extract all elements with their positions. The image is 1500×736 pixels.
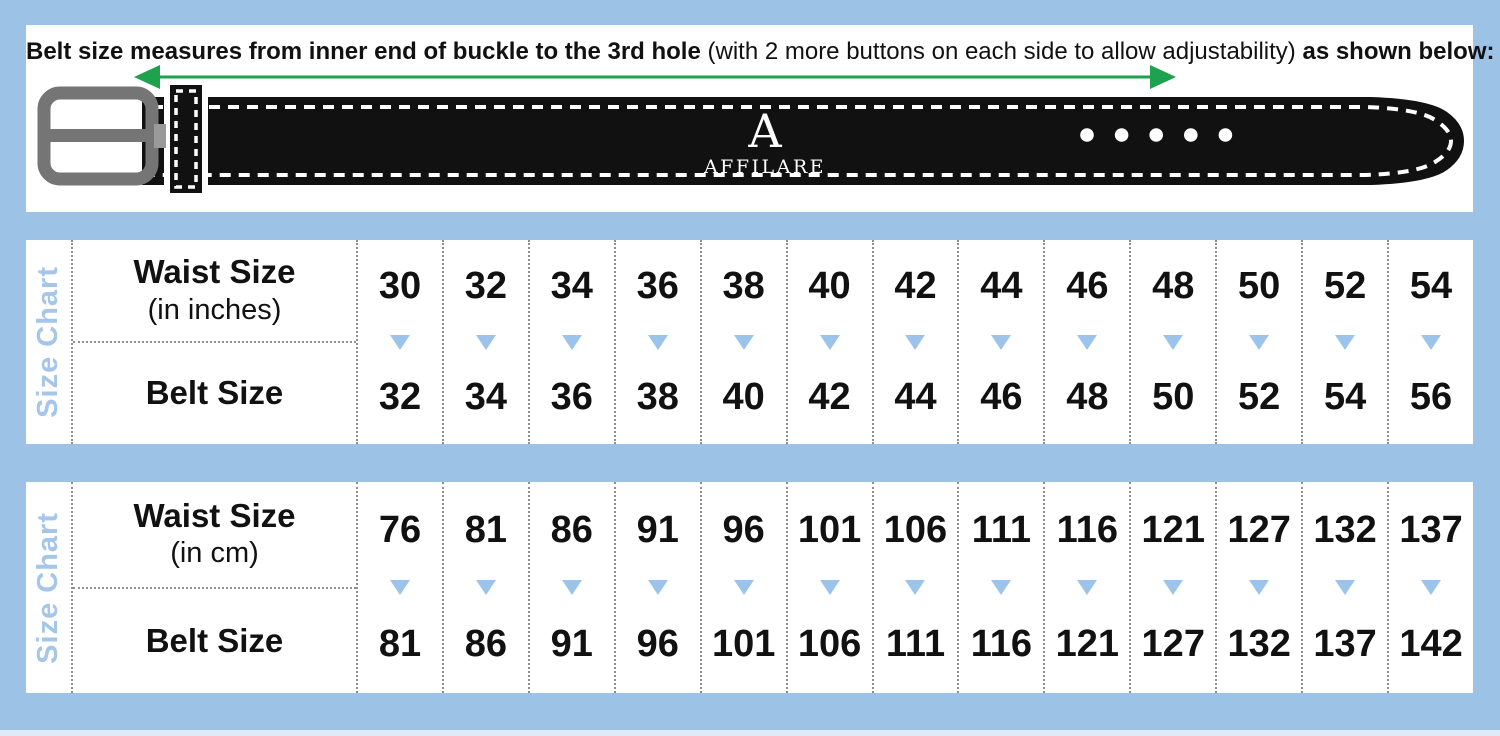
size-column [786, 482, 872, 693]
belt-size-value: 137 [1313, 623, 1377, 665]
measure-instruction [26, 38, 1495, 66]
waist-size-value: 54 [1409, 265, 1453, 308]
size-column [1215, 482, 1301, 693]
waist-size-value: 48 [1152, 265, 1195, 308]
row-labels [71, 240, 356, 444]
size-column [1215, 240, 1301, 444]
arrow-down-icon [562, 335, 582, 350]
belt-size-value: 36 [550, 375, 593, 418]
belt-size-value: 44 [894, 375, 937, 418]
arrow-down-icon [820, 335, 840, 350]
size-chart-side-label-text: Size Chart [32, 266, 64, 418]
affilare-wordmark: AFFILARE [703, 156, 827, 178]
arrow-down-icon [1421, 335, 1441, 350]
size-column [1129, 482, 1215, 693]
size-column [528, 482, 614, 693]
arrow-down-icon [1163, 580, 1183, 595]
size-column [1043, 482, 1129, 693]
belt-size-value: 54 [1323, 375, 1367, 418]
bottom-strip [0, 730, 1500, 736]
waist-size-value: 32 [464, 265, 508, 308]
size-column [1043, 240, 1129, 444]
arrow-down-icon [734, 580, 754, 595]
belt-size-value: 50 [1152, 375, 1195, 418]
waist-size-value: 52 [1323, 265, 1367, 308]
belt-size-value: 42 [808, 375, 851, 418]
waist-size-value: 127 [1227, 509, 1291, 551]
affilare-monogram: A [748, 104, 782, 158]
waist-size-value: 46 [1066, 265, 1109, 308]
size-column [957, 482, 1043, 693]
waist-size-label [73, 240, 356, 343]
waist-size-value: 38 [722, 265, 765, 308]
waist-size-label-unit: (in inches) [147, 293, 282, 326]
belt-size-value: 111 [885, 623, 946, 665]
size-column [1387, 482, 1473, 693]
belt-size-value: 91 [550, 623, 593, 665]
size-column [528, 240, 614, 444]
size-column [614, 482, 700, 693]
size-chart-side-label [26, 240, 71, 444]
arrow-down-icon [1335, 580, 1355, 595]
size-column [356, 240, 442, 444]
waist-size-value: 111 [971, 509, 1032, 551]
arrow-down-icon [476, 580, 496, 595]
waist-size-value: 106 [883, 509, 948, 551]
belt-size-label [73, 343, 356, 444]
waist-size-value: 96 [722, 509, 765, 551]
arrow-down-icon [905, 580, 925, 595]
arrow-down-icon [905, 335, 925, 350]
belt-size-value: 101 [711, 623, 776, 665]
belt-buckle [42, 93, 166, 179]
belt-size-label-main: Belt Size [145, 374, 284, 412]
arrow-down-icon [562, 580, 582, 595]
measure-instruction-bold-lead: Belt size measures from inner end of buckle to the 3rd hole [26, 38, 701, 65]
belt-measure-panel [26, 25, 1495, 212]
left-arrowhead-icon [134, 65, 160, 89]
waist-size-value: 44 [980, 265, 1023, 308]
size-column [700, 482, 786, 693]
size-chart-cm-panel [26, 482, 1473, 693]
belt-size-value: 127 [1141, 623, 1205, 665]
belt-size-label [73, 589, 356, 694]
waist-size-value: 50 [1238, 265, 1281, 308]
belt-size-value: 40 [722, 375, 765, 418]
waist-size-value: 76 [378, 509, 422, 551]
size-column [1301, 240, 1387, 444]
buckle-prong [42, 129, 158, 142]
waist-size-label-unit: (in cm) [170, 537, 259, 570]
size-column [700, 240, 786, 444]
belt-size-value: 142 [1399, 623, 1463, 665]
belt-size-value: 86 [464, 623, 508, 665]
arrow-down-icon [476, 335, 496, 350]
waist-size-label-main: Waist Size [133, 497, 296, 535]
belt-size-value: 46 [980, 375, 1023, 418]
belt-size-value: 96 [636, 623, 679, 665]
waist-size-value: 86 [550, 509, 593, 551]
waist-size-value: 30 [378, 265, 422, 308]
size-column [1129, 240, 1215, 444]
arrow-down-icon [1163, 335, 1183, 350]
waist-size-value: 91 [636, 509, 679, 551]
size-chart-inches-panel [26, 240, 1473, 444]
belt-size-value: 121 [1055, 623, 1120, 665]
waist-size-value: 101 [797, 509, 862, 551]
size-column [786, 240, 872, 444]
waist-size-value: 40 [808, 265, 851, 308]
arrow-down-icon [991, 580, 1011, 595]
size-chart-side-label-text: Size Chart [32, 511, 64, 664]
belt-size-value: 81 [378, 623, 422, 665]
size-column [1301, 482, 1387, 693]
belt-size-value: 52 [1238, 375, 1281, 418]
size-column [356, 482, 442, 693]
size-column [614, 240, 700, 444]
size-column [872, 482, 958, 693]
size-column [1387, 240, 1473, 444]
belt-size-value: 48 [1066, 375, 1109, 418]
measure-instruction-normal: (with 2 more buttons on each side to allow adjustability) [700, 38, 1303, 65]
waist-size-value: 36 [636, 265, 679, 308]
size-column [872, 240, 958, 444]
row-labels [71, 482, 356, 693]
waist-size-value: 121 [1141, 509, 1205, 551]
belt-size-label-main: Belt Size [145, 621, 284, 659]
size-column [957, 240, 1043, 444]
waist-size-value: 137 [1399, 509, 1463, 551]
size-columns-cm [356, 482, 1473, 693]
size-column [442, 482, 528, 693]
arrow-down-icon [648, 580, 668, 595]
waist-size-label-main: Waist Size [133, 253, 296, 291]
waist-size-label [73, 482, 356, 589]
arrow-down-icon [1335, 335, 1355, 350]
arrow-down-icon [991, 335, 1011, 350]
belt-size-value: 34 [464, 375, 508, 418]
belt-size-value: 106 [797, 623, 862, 665]
right-arrowhead-icon [1150, 65, 1176, 89]
belt-size-value: 32 [378, 375, 422, 418]
arrow-down-icon [1249, 580, 1269, 595]
waist-size-value: 42 [894, 265, 937, 308]
measure-instruction-bold-tail: as shown below: [1302, 38, 1495, 65]
measure-arrow [134, 65, 1176, 89]
arrow-down-icon [390, 335, 410, 350]
arrow-down-icon [1249, 335, 1269, 350]
waist-size-value: 34 [550, 265, 593, 308]
belt-keeper [164, 82, 208, 196]
belt-size-value: 132 [1227, 623, 1291, 665]
waist-size-value: 132 [1313, 509, 1377, 551]
arrow-down-icon [648, 335, 668, 350]
size-chart-side-label [26, 482, 71, 693]
arrow-down-icon [1421, 580, 1441, 595]
arrow-down-icon [1077, 335, 1097, 350]
arrow-down-icon [820, 580, 840, 595]
size-column [442, 240, 528, 444]
arrow-down-icon [390, 580, 410, 595]
belt-size-value: 38 [636, 375, 679, 418]
belt-size-value: 56 [1409, 375, 1453, 418]
waist-size-value: 116 [1056, 509, 1118, 551]
size-columns-inches [356, 240, 1473, 444]
arrow-down-icon [1077, 580, 1097, 595]
belt-size-value: 116 [970, 623, 1033, 665]
waist-size-value: 81 [464, 509, 508, 551]
arrow-down-icon [734, 335, 754, 350]
